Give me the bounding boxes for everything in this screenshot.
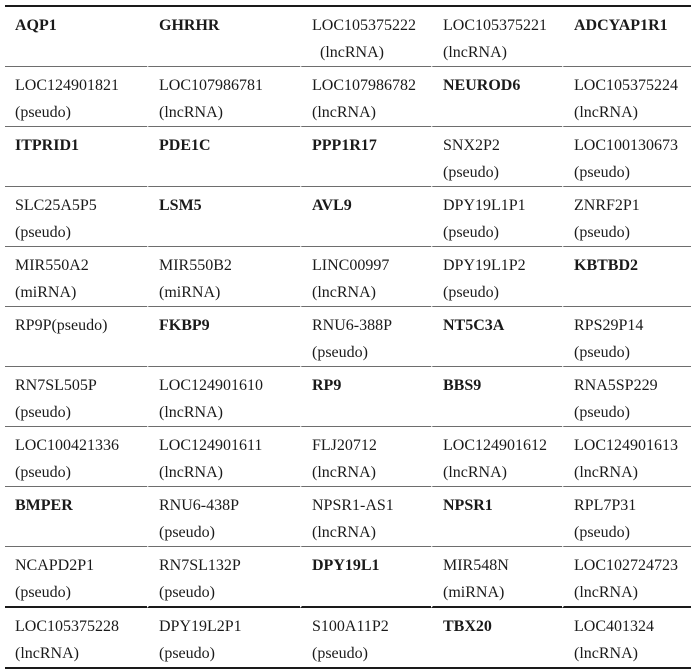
gene-cell bbox=[562, 247, 691, 307]
gene-type: (pseudo) bbox=[443, 164, 499, 181]
gene-type: (pseudo) bbox=[574, 404, 630, 421]
gene-type: (pseudo) bbox=[443, 224, 499, 241]
gene-cell bbox=[562, 427, 691, 487]
gene-type: (lncRNA) bbox=[312, 464, 376, 481]
gene-type: (miRNA) bbox=[159, 284, 221, 301]
gene-name: PDE1C bbox=[159, 137, 211, 154]
gene-cell bbox=[431, 127, 562, 187]
gene-type: (pseudo) bbox=[159, 584, 215, 601]
gene-name: LOC105375228 bbox=[15, 618, 119, 635]
table-row bbox=[5, 427, 691, 487]
gene-name: NT5C3A bbox=[443, 317, 505, 334]
gene-name: RN7SL505P bbox=[15, 377, 97, 394]
gene-type: (lncRNA) bbox=[312, 284, 376, 301]
gene-name: NPSR1-AS1 bbox=[312, 497, 394, 514]
gene-cell bbox=[300, 427, 431, 487]
gene-type: (pseudo) bbox=[312, 645, 368, 662]
gene-name: RPS29P14 bbox=[574, 317, 644, 334]
gene-name: LOC105375224 bbox=[574, 77, 678, 94]
gene-name: NEUROD6 bbox=[443, 77, 521, 94]
gene-cell bbox=[147, 487, 300, 547]
gene-type: (miRNA) bbox=[15, 284, 77, 301]
gene-name: SNX2P2 bbox=[443, 137, 500, 154]
gene-name: MIR550A2 bbox=[15, 257, 89, 274]
gene-type: (pseudo) bbox=[15, 104, 71, 121]
gene-type: (lncRNA) bbox=[312, 524, 376, 541]
gene-cell bbox=[431, 7, 562, 67]
table-row bbox=[5, 608, 691, 667]
gene-cell bbox=[300, 67, 431, 127]
gene-cell bbox=[562, 307, 691, 367]
gene-type: (miRNA) bbox=[443, 584, 505, 601]
gene-cell bbox=[300, 187, 431, 247]
gene-name: DPY19L1 bbox=[312, 557, 380, 574]
gene-type: (pseudo) bbox=[574, 524, 630, 541]
gene-cell bbox=[562, 367, 691, 427]
gene-cell bbox=[147, 247, 300, 307]
gene-cell bbox=[5, 367, 147, 427]
gene-name: RP9 bbox=[312, 377, 342, 394]
gene-type: (pseudo) bbox=[574, 224, 630, 241]
gene-cell bbox=[562, 608, 691, 667]
gene-cell bbox=[562, 7, 691, 67]
table-row bbox=[5, 547, 691, 608]
gene-cell bbox=[431, 187, 562, 247]
gene-cell bbox=[5, 427, 147, 487]
gene-type: (pseudo) bbox=[51, 317, 108, 334]
gene-name: ITPRID1 bbox=[15, 137, 80, 154]
gene-cell bbox=[5, 547, 147, 608]
gene-type: (lncRNA) bbox=[15, 645, 79, 662]
gene-cell bbox=[431, 487, 562, 547]
gene-type: (lncRNA) bbox=[574, 645, 638, 662]
gene-cell bbox=[431, 67, 562, 127]
gene-name: LOC100130673 bbox=[574, 137, 678, 154]
gene-cell bbox=[562, 187, 691, 247]
gene-cell bbox=[147, 427, 300, 487]
gene-cell bbox=[431, 427, 562, 487]
gene-type: (lncRNA) bbox=[159, 104, 223, 121]
gene-name: LOC124901610 bbox=[159, 377, 263, 394]
gene-name: RN7SL132P bbox=[159, 557, 241, 574]
gene-name: ZNRF2P1 bbox=[574, 197, 640, 214]
gene-type: (lncRNA) bbox=[312, 104, 376, 121]
gene-cell bbox=[5, 127, 147, 187]
gene-type: (lncRNA) bbox=[159, 464, 223, 481]
gene-cell bbox=[5, 487, 147, 547]
gene-name: BBS9 bbox=[443, 377, 482, 394]
gene-cell bbox=[5, 608, 147, 667]
gene-name: MIR548N bbox=[443, 557, 509, 574]
gene-cell bbox=[300, 367, 431, 427]
gene-name: NCAPD2P1 bbox=[15, 557, 95, 574]
gene-cell bbox=[147, 608, 300, 667]
gene-type: (pseudo) bbox=[312, 344, 368, 361]
gene-type: (lncRNA) bbox=[320, 44, 384, 61]
gene-type: (lncRNA) bbox=[443, 464, 507, 481]
gene-type: (lncRNA) bbox=[574, 464, 638, 481]
gene-name: RP9P bbox=[15, 317, 52, 334]
gene-cell bbox=[147, 67, 300, 127]
gene-cell bbox=[300, 247, 431, 307]
table-row bbox=[5, 7, 691, 67]
gene-name: RNU6-438P bbox=[159, 497, 240, 514]
table-row bbox=[5, 367, 691, 427]
gene-name: LOC105375222 bbox=[312, 17, 416, 34]
gene-name: LOC401324 bbox=[574, 618, 654, 635]
gene-name: BMPER bbox=[15, 497, 73, 514]
gene-type: (pseudo) bbox=[15, 224, 71, 241]
gene-cell bbox=[5, 67, 147, 127]
gene-name: DPY19L1P1 bbox=[443, 197, 526, 214]
gene-name: RNA5SP229 bbox=[574, 377, 658, 394]
gene-name: FLJ20712 bbox=[312, 437, 377, 454]
gene-cell bbox=[5, 247, 147, 307]
gene-cell bbox=[431, 247, 562, 307]
gene-cell bbox=[5, 7, 147, 67]
gene-cell bbox=[431, 608, 562, 667]
gene-cell bbox=[147, 187, 300, 247]
gene-cell bbox=[147, 7, 300, 67]
gene-name: PPP1R17 bbox=[312, 137, 377, 154]
gene-type: (pseudo) bbox=[159, 645, 215, 662]
gene-name: LOC102724723 bbox=[574, 557, 678, 574]
gene-type: (pseudo) bbox=[159, 524, 215, 541]
table-row bbox=[5, 487, 691, 547]
gene-type: (lncRNA) bbox=[574, 104, 638, 121]
gene-type: (lncRNA) bbox=[574, 584, 638, 601]
gene-cell bbox=[431, 307, 562, 367]
gene-name: DPY19L2P1 bbox=[159, 618, 242, 635]
gene-name: AVL9 bbox=[312, 197, 352, 214]
gene-name: LOC100421336 bbox=[15, 437, 119, 454]
gene-cell bbox=[147, 307, 300, 367]
gene-name: LOC124901821 bbox=[15, 77, 119, 94]
gene-name: LOC105375221 bbox=[443, 17, 547, 34]
gene-type: (pseudo) bbox=[443, 284, 499, 301]
gene-cell bbox=[300, 307, 431, 367]
gene-name: LOC124901612 bbox=[443, 437, 547, 454]
table-row bbox=[5, 67, 691, 127]
gene-cell bbox=[147, 127, 300, 187]
gene-cell bbox=[431, 367, 562, 427]
gene-type: (pseudo) bbox=[15, 584, 71, 601]
gene-cell bbox=[300, 487, 431, 547]
gene-name: NPSR1 bbox=[443, 497, 493, 514]
gene-name: LOC107986781 bbox=[159, 77, 263, 94]
gene-cell bbox=[5, 187, 147, 247]
gene-name: RNU6-388P bbox=[312, 317, 393, 334]
gene-cell bbox=[300, 608, 431, 667]
gene-name: LOC107986782 bbox=[312, 77, 416, 94]
gene-type: (lncRNA) bbox=[159, 404, 223, 421]
gene-name: DPY19L1P2 bbox=[443, 257, 526, 274]
gene-name: KBTBD2 bbox=[574, 257, 639, 274]
gene-cell bbox=[147, 547, 300, 608]
gene-name: S100A11P2 bbox=[312, 618, 389, 635]
gene-name: GHRHR bbox=[159, 17, 220, 34]
gene-name: MIR550B2 bbox=[159, 257, 232, 274]
gene-table bbox=[5, 5, 691, 669]
table-row bbox=[5, 307, 691, 367]
gene-cell bbox=[300, 127, 431, 187]
gene-name: TBX20 bbox=[443, 618, 492, 635]
gene-table-body bbox=[5, 7, 691, 667]
gene-cell bbox=[562, 547, 691, 608]
gene-type: (pseudo) bbox=[15, 464, 71, 481]
gene-name: LOC124901613 bbox=[574, 437, 678, 454]
table-row bbox=[5, 187, 691, 247]
gene-cell bbox=[147, 367, 300, 427]
gene-type: (pseudo) bbox=[15, 404, 71, 421]
gene-name: LOC124901611 bbox=[159, 437, 263, 454]
gene-cell bbox=[5, 307, 147, 367]
gene-type: (pseudo) bbox=[574, 164, 630, 181]
gene-type: (pseudo) bbox=[574, 344, 630, 361]
table-row bbox=[5, 247, 691, 307]
gene-cell bbox=[300, 7, 431, 67]
gene-cell bbox=[562, 487, 691, 547]
gene-name: SLC25A5P5 bbox=[15, 197, 97, 214]
gene-name: LINC00997 bbox=[312, 257, 390, 274]
table-row bbox=[5, 127, 691, 187]
gene-name: FKBP9 bbox=[159, 317, 210, 334]
gene-name: LSM5 bbox=[159, 197, 202, 214]
gene-cell bbox=[562, 67, 691, 127]
gene-cell bbox=[562, 127, 691, 187]
gene-name: ADCYAP1R1 bbox=[574, 17, 668, 34]
gene-name: RPL7P31 bbox=[574, 497, 637, 514]
gene-name: AQP1 bbox=[15, 17, 57, 34]
gene-cell bbox=[300, 547, 431, 608]
gene-cell bbox=[431, 547, 562, 608]
gene-type: (lncRNA) bbox=[443, 44, 507, 61]
